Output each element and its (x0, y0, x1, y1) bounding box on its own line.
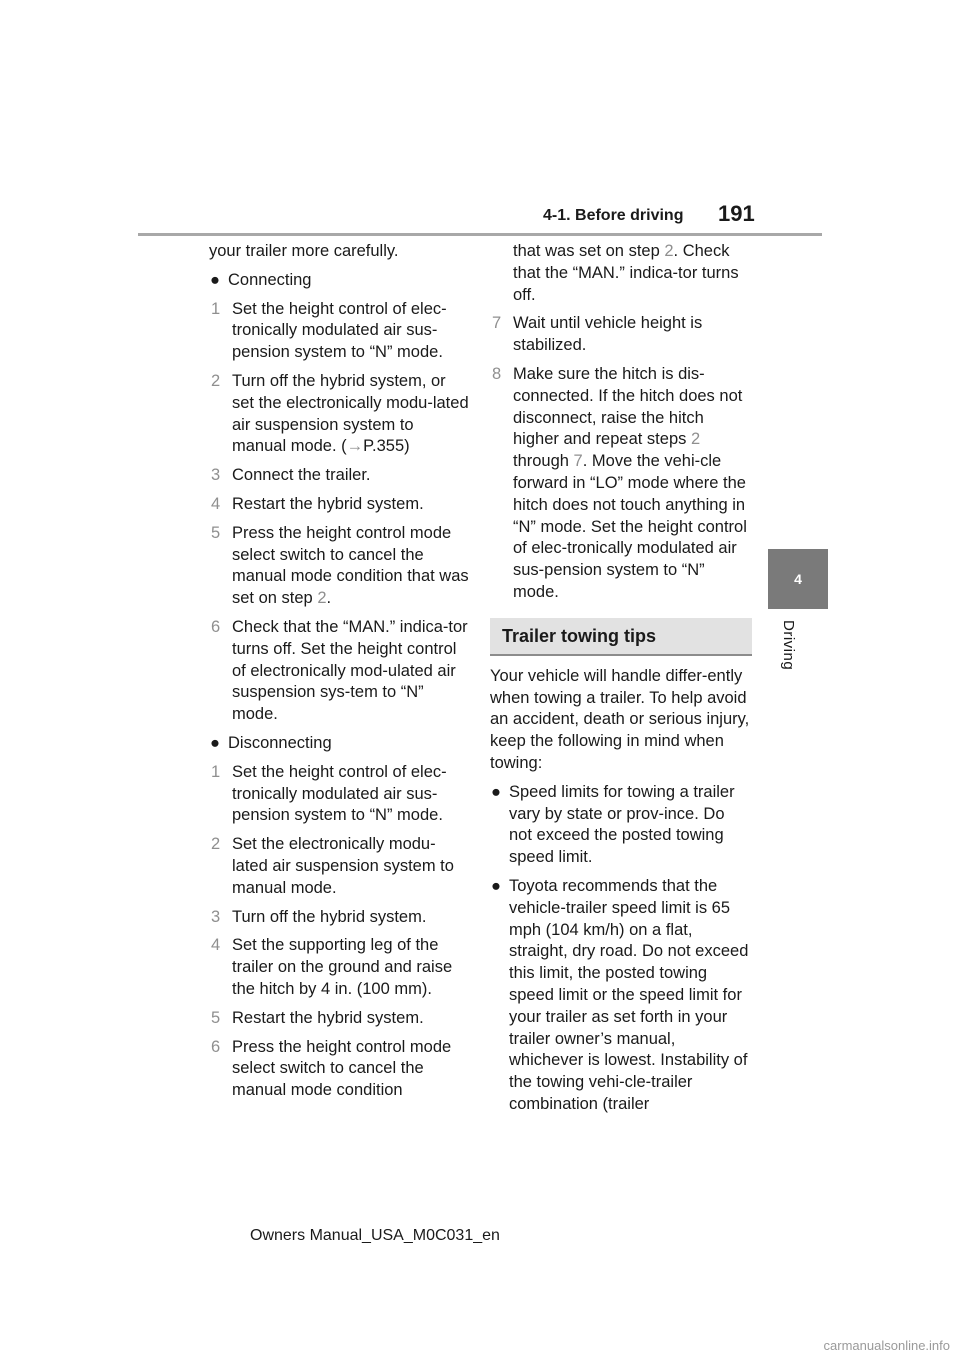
tip-text: Toyota recommends that the vehicle-trailer speed limit is 65 mph (104 km/h) on a flat, straight, dry road. Do not exceed this limit, the posted towing speed limit or the speed limit for your trailer as set forth in your trailer owner’s manual, whichever is lowest. Instability of the towing vehi-cle-trailer combination (trailer (509, 876, 749, 1113)
step-text: Restart the hybrid system. (232, 494, 424, 513)
step-item (209, 762, 471, 827)
bullet-icon: ● (491, 876, 501, 895)
step-text: that was set on step (513, 242, 665, 260)
tip-item (490, 782, 752, 869)
step-body (232, 466, 371, 484)
step-item (209, 617, 471, 726)
step-body (232, 300, 447, 362)
intro-text: your trailer more carefully. (209, 242, 399, 260)
step-number: 2 (211, 835, 221, 854)
step-text: Set the height control of elec-tronically modulated air sus-pension system to “N” mode. (232, 299, 447, 362)
step-body (232, 372, 469, 455)
step-body (513, 365, 747, 601)
step-reference: 7 (573, 452, 583, 471)
bullet-connecting (209, 270, 471, 292)
tip-item (490, 876, 752, 1116)
chapter-number: 4 (794, 571, 802, 587)
step-text: Wait until vehicle height is stabilized. (513, 314, 703, 355)
step-text: P.355) (363, 437, 410, 456)
step-item (209, 907, 471, 929)
step-body (232, 835, 454, 897)
right-column (490, 241, 752, 1123)
footer-text: Owners Manual_USA_M0C031_en (250, 1227, 500, 1244)
step-item (209, 523, 471, 610)
section-intro: Your vehicle will handle differ-ently when towing a trailer. To help avoid an accident, death or serious injury, keep the following in mind when towing: (490, 666, 750, 772)
step-body (232, 936, 452, 998)
step-reference: 2 (317, 589, 327, 608)
continued-step (490, 241, 752, 306)
watermark: carmanualsonline.info (823, 1338, 950, 1353)
bullet-icon: ● (210, 270, 220, 289)
step-item (209, 371, 471, 458)
step-text: Check that the “MAN.” indica-tor turns off. Set the height control of electronically mod-ulated air suspension sys-tem to “N” mode. (232, 617, 468, 724)
step-body (232, 495, 424, 513)
step-text: Restart the hybrid system. (232, 1008, 424, 1027)
left-column (209, 241, 471, 1109)
step-body (232, 618, 468, 723)
step-body (232, 763, 447, 825)
section-heading-trailer-towing-tips: Trailer towing tips (490, 618, 752, 656)
step-number: 5 (211, 523, 221, 542)
step-text: Turn off the hybrid system. (232, 907, 427, 926)
step-item (209, 465, 471, 487)
bullet-icon: ● (210, 733, 220, 752)
step-number: 6 (211, 617, 221, 636)
bullet-title: Disconnecting (228, 733, 332, 752)
step-number: 4 (211, 936, 221, 955)
step-item (490, 364, 752, 604)
step-item (209, 494, 471, 516)
section-title: 4-1. Before driving (543, 207, 684, 224)
connecting-steps (209, 299, 471, 726)
step-reference: 2 (690, 430, 701, 449)
step-item (209, 1037, 471, 1102)
step-number: 6 (211, 1037, 221, 1056)
step-reference: → (346, 437, 364, 456)
step-text: Press the height control mode select switch to cancel the manual mode condition (232, 1037, 452, 1100)
step-number: 5 (211, 1008, 221, 1027)
step-text: Set the electronically modu-lated air suspension system to manual mode. (232, 835, 454, 897)
disconnecting-steps (209, 762, 471, 1102)
step-text: . Move the vehi-cle forward in “LO” mode where the hitch does not touch anything in “N” mode. Set the height control of elec-tronically modulated air sus-pension system to “N” mode. (513, 452, 747, 601)
step-text: through (513, 452, 574, 471)
tip-text: Speed limits for towing a trailer vary by state or prov-ince. Do not exceed the posted towing speed limit. (509, 782, 735, 867)
final-steps (490, 313, 752, 603)
step-item (209, 834, 471, 899)
step-reference: 2 (664, 242, 674, 260)
step-body (232, 524, 469, 607)
step-body (232, 908, 426, 926)
step-number: 2 (211, 371, 221, 390)
step-text: Connect the trailer. (232, 466, 371, 485)
step-number: 1 (211, 762, 221, 781)
step-text: Set the supporting leg of the trailer on the ground and raise the hitch by 4 in. (100 mm). (232, 936, 453, 998)
step-item (209, 935, 471, 1000)
step-item (209, 299, 471, 364)
step-text: . Check that the “MAN.” indica-tor turns off. (513, 242, 739, 304)
step-text: . (326, 589, 332, 608)
step-number: 8 (492, 364, 502, 383)
step-body (232, 1038, 451, 1100)
step-body (513, 314, 702, 354)
step-number: 1 (211, 299, 221, 318)
step-number: 7 (492, 314, 502, 333)
chapter-tab[interactable] (768, 549, 828, 609)
step-text: Make sure the hitch is dis-connected. If the hitch does not disconnect, raise the hitch higher and repeat steps (513, 364, 743, 449)
page-number: 191 (718, 201, 755, 226)
header-divider (138, 233, 822, 236)
step-number: 3 (211, 907, 221, 926)
bullet-disconnecting (209, 733, 471, 755)
step-text: Turn off the hybrid system, or set the electronically modu-lated air suspension system to manual mode. ( (232, 371, 469, 456)
step-number: 4 (211, 494, 221, 513)
bullet-icon: ● (491, 782, 501, 801)
step-number: 3 (211, 466, 221, 485)
bullet-title: Connecting (228, 270, 312, 289)
step-body (232, 1009, 424, 1027)
step-text: Set the height control of elec-tronically modulated air sus-pension system to “N” mode. (232, 762, 447, 825)
chapter-label: Driving (780, 620, 797, 671)
step-item (490, 313, 752, 357)
step-item (209, 1008, 471, 1030)
step-text: Press the height control mode select switch to cancel the manual mode condition that was set on step (232, 523, 469, 608)
